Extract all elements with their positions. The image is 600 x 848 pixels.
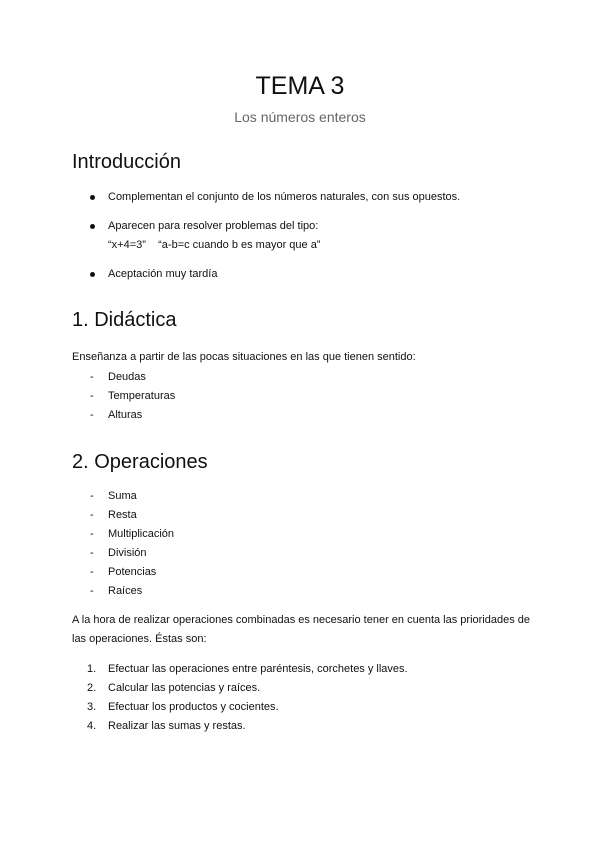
bullet-icon xyxy=(90,224,95,229)
list-item xyxy=(72,660,408,679)
list-item-text: Potencias xyxy=(108,566,157,578)
bullet-icon xyxy=(90,195,95,200)
list-item-text: Efectuar las operaciones entre paréntesis, corchetes y llaves. xyxy=(108,663,408,675)
list-item xyxy=(72,563,174,582)
number-marker: 3. xyxy=(87,701,97,713)
intro-list xyxy=(72,265,217,284)
bullet-icon xyxy=(90,272,95,277)
didactica-list xyxy=(72,368,175,425)
list-item xyxy=(72,387,175,406)
list-item-text: Efectuar los productos y cocientes. xyxy=(108,701,279,713)
list-item xyxy=(72,217,320,255)
list-item xyxy=(72,265,217,284)
priorities-list xyxy=(72,660,408,736)
list-item-text: Alturas xyxy=(108,409,143,421)
list-item xyxy=(72,188,460,207)
dash-marker: - xyxy=(90,509,94,521)
list-item-text: División xyxy=(108,547,147,559)
list-item xyxy=(72,487,174,506)
list-item-text: Deudas xyxy=(108,371,146,383)
dash-marker: - xyxy=(90,490,94,502)
list-item-text: Temperaturas xyxy=(108,390,176,402)
dash-marker: - xyxy=(90,371,94,383)
dash-marker: - xyxy=(90,547,94,559)
list-item xyxy=(72,679,408,698)
list-item-text: Resta xyxy=(108,509,137,521)
heading-operaciones: 2. Operaciones xyxy=(72,451,208,473)
list-item xyxy=(72,506,174,525)
list-item-text: Raíces xyxy=(108,585,143,597)
list-item xyxy=(72,717,408,736)
list-item xyxy=(72,406,175,425)
dash-marker: - xyxy=(90,390,94,402)
list-item xyxy=(72,582,174,601)
intro-list xyxy=(72,188,460,207)
heading-introduccion: Introducción xyxy=(72,151,181,173)
document-title: TEMA 3 xyxy=(255,72,345,100)
heading-didactica: 1. Didáctica xyxy=(72,309,177,331)
list-item-text: Suma xyxy=(108,490,137,502)
list-item xyxy=(72,698,408,717)
dash-marker: - xyxy=(90,528,94,540)
list-item-text: Realizar las sumas y restas. xyxy=(108,720,246,732)
number-marker: 4. xyxy=(87,720,97,732)
intro-list xyxy=(72,217,320,255)
equation-examples: “x+4=3” “a-b=c cuando b es mayor que a” xyxy=(108,239,321,251)
list-item xyxy=(72,544,174,563)
list-item-text: Multiplicación xyxy=(108,528,175,540)
number-marker: 1. xyxy=(87,663,97,675)
list-item xyxy=(72,368,175,387)
dash-marker: - xyxy=(90,566,94,578)
list-item-text: Calcular las potencias y raíces. xyxy=(108,682,261,694)
document-subtitle: Los números enteros xyxy=(234,109,366,125)
operaciones-list xyxy=(72,487,174,601)
list-item xyxy=(72,525,174,544)
didactica-paragraph: Enseñanza a partir de las pocas situaciones en las que tienen sentido: xyxy=(72,351,416,363)
list-item-text: Aceptación muy tardía xyxy=(108,268,218,280)
operaciones-paragraph: A la hora de realizar operaciones combinadas es necesario tener en cuenta las prioridades de las operaciones. Éstas son: xyxy=(72,614,531,645)
dash-marker: - xyxy=(90,585,94,597)
dash-marker: - xyxy=(90,409,94,421)
number-marker: 2. xyxy=(87,682,97,694)
list-item-text: Complementan el conjunto de los números naturales, con sus opuestos. xyxy=(108,191,461,203)
list-item-text: Aparecen para resolver problemas del tipo: xyxy=(108,220,319,232)
